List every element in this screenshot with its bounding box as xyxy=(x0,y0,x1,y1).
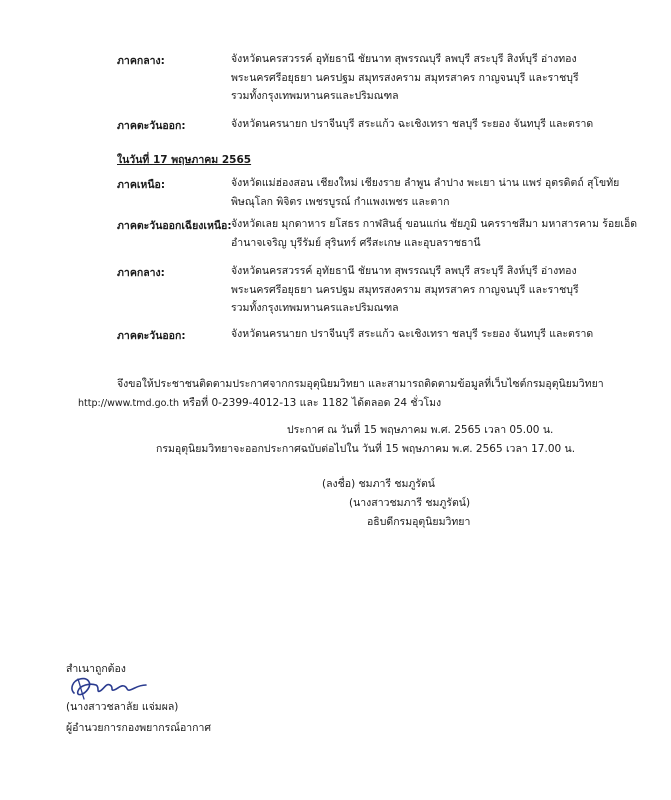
region-label: ภาคกลาง: xyxy=(117,267,165,279)
certified-heading: สำเนาถูกต้อง xyxy=(66,663,126,675)
region-label: ภาคตะวันออก: xyxy=(117,330,186,342)
region-provinces xyxy=(231,50,651,106)
date-heading: ในวันที่ 17 พฤษภาคม 2565 xyxy=(117,154,252,166)
province-line: จังหวัดนครสวรรค์ อุทัยธานี ชัยนาท สุพรรณบุรี ลพบุรี สระบุรี สิงห์บุรี อ่างทอง xyxy=(231,265,577,277)
region-label: ภาคตะวันออกเฉียงเหนือ: xyxy=(117,220,232,232)
region-provinces xyxy=(231,174,651,211)
region-label: ภาคเหนือ: xyxy=(117,179,166,191)
certified-title: ผู้อำนวยการกองพยากรณ์อากาศ xyxy=(66,722,212,734)
region-provinces xyxy=(231,115,651,134)
province-line: พระนครศรีอยุธยา นครปฐม สมุทรสงคราม สมุทรสาคร กาญจนบุรี และราชบุรี xyxy=(231,71,579,84)
region-label: ภาคตะวันออก: xyxy=(117,120,186,132)
province-line: รวมทั้งกรุงเทพมหานครและปริมณฑล xyxy=(231,302,399,314)
closing-line-2-rest: หรือที่ 0-2399-4012-13 และ 1182 ได้ตลอด 24 ชั่วโมง xyxy=(179,397,442,409)
province-line: อำนาจเจริญ บุรีรัมย์ สุรินทร์ ศรีสะเกษ และอุบลราชธานี xyxy=(231,236,481,249)
website-link[interactable]: http://www.tmd.go.th xyxy=(78,398,180,409)
signed-line: (ลงชื่อ) ชมภารี ชมภูรัตน์ xyxy=(322,478,435,490)
certified-name: (นางสาวชลาลัย แจ่มผล) xyxy=(66,701,179,713)
region-provinces xyxy=(231,215,651,252)
province-line: จังหวัดแม่ฮ่องสอน เชียงใหม่ เชียงราย ลำพูน ลำปาง พะเยา น่าน แพร่ อุตรดิตถ์ สุโขทัย xyxy=(231,177,620,189)
region-provinces xyxy=(231,262,651,318)
province-line: จังหวัดนครนายก ปราจีนบุรี สระแก้ว ฉะเชิงเทรา ชลบุรี ระยอง จันทบุรี และตราด xyxy=(231,328,594,340)
province-line: พระนครศรีอยุธยา นครปฐม สมุทรสงคราม สมุทรสาคร กาญจนบุรี และราชบุรี xyxy=(231,283,579,296)
province-line: จังหวัดนครสวรรค์ อุทัยธานี ชัยนาท สุพรรณบุรี ลพบุรี สระบุรี สิงห์บุรี อ่างทอง xyxy=(231,53,577,65)
handwritten-signature-icon xyxy=(66,671,156,701)
province-line: จังหวัดเลย มุกดาหาร ยโสธร กาฬสินธุ์ ขอนแก่น ชัยภูมิ นครราชสีมา มหาสารคาม ร้อยเอ็ด xyxy=(231,218,638,230)
announce-date: ประกาศ ณ วันที่ 15 พฤษภาคม พ.ศ. 2565 เวลา 05.00 น. xyxy=(287,424,554,436)
signatory-title: อธิบดีกรมอุตุนิยมวิทยา xyxy=(367,516,471,528)
region-label: ภาคกลาง: xyxy=(117,55,165,67)
region-provinces xyxy=(231,325,651,344)
closing-line-2 xyxy=(78,394,441,411)
closing-line-1: จึงขอให้ประชาชนติดตามประกาศจากกรมอุตุนิยมวิทยา และสามารถติดตามข้อมูลที่เว็บไซต์กรมอุตุนิยมวิทยา xyxy=(117,378,604,390)
next-announce: กรมอุตุนิยมวิทยาจะออกประกาศฉบับต่อไปใน วันที่ 15 พฤษภาคม พ.ศ. 2565 เวลา 17.00 น. xyxy=(156,443,576,455)
province-line: พิษณุโลก พิจิตร เพชรบูรณ์ กำแพงเพชร และตาก xyxy=(231,195,450,208)
province-line: จังหวัดนครนายก ปราจีนบุรี สระแก้ว ฉะเชิงเทรา ชลบุรี ระยอง จันทบุรี และตราด xyxy=(231,118,594,130)
province-line: รวมทั้งกรุงเทพมหานครและปริมณฑล xyxy=(231,90,399,102)
signatory-name: (นางสาวชมภารี ชมภูรัตน์) xyxy=(349,497,471,509)
